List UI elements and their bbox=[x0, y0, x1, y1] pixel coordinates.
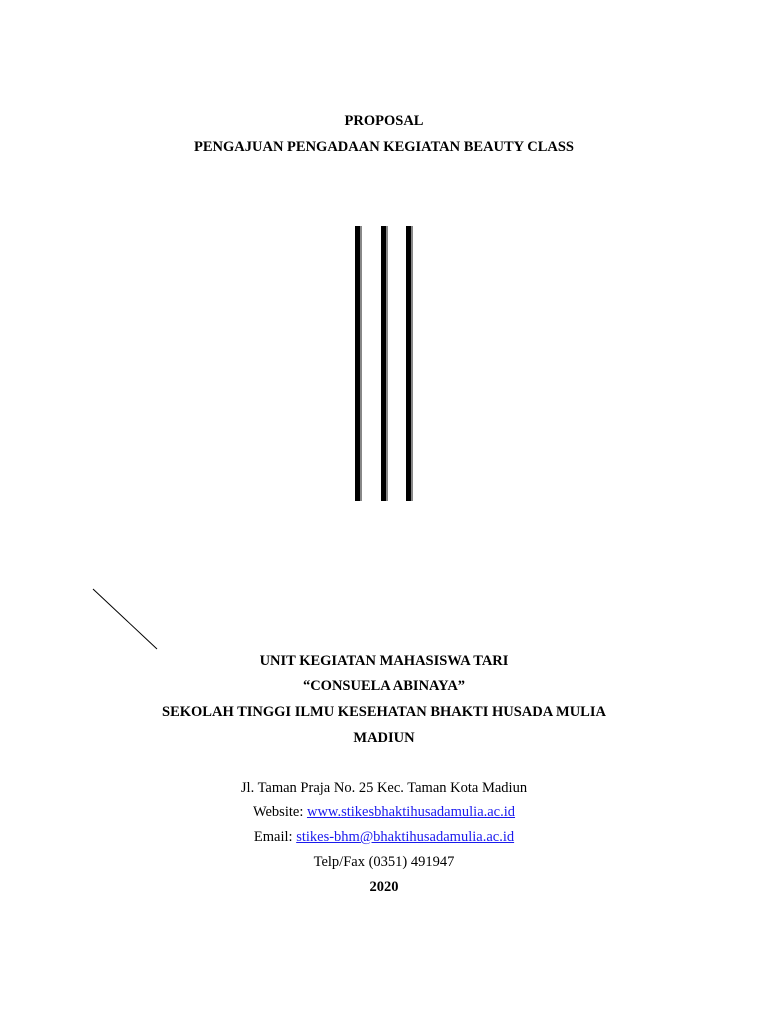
city-name: MADIUN bbox=[353, 730, 415, 746]
proposal-heading: PROPOSAL bbox=[344, 113, 424, 129]
website-link[interactable]: www.stikesbhaktihusadamulia.ac.id bbox=[306, 804, 516, 820]
proposal-subtitle: PENGAJUAN PENGADAAN KEGIATAN BEAUTY CLASS bbox=[194, 139, 574, 155]
phone: Telp/Fax (0351) 491947 bbox=[313, 854, 455, 870]
address: Jl. Taman Praja No. 25 Kec. Taman Kota Madiun bbox=[240, 780, 528, 796]
website-line bbox=[0, 803, 768, 821]
website-label: Website: bbox=[252, 804, 307, 820]
school-name: SEKOLAH TINGGI ILMU KESEHATAN BHAKTI HUSADA MULIA bbox=[162, 704, 606, 720]
organization-name: “CONSUELA ABINAYA” bbox=[302, 678, 466, 694]
unit-name: UNIT KEGIATAN MAHASISWA TARI bbox=[259, 653, 509, 669]
email-label: Email: bbox=[253, 829, 297, 845]
year: 2020 bbox=[369, 879, 399, 895]
email-line bbox=[0, 828, 768, 846]
email-link[interactable]: stikes-bhm@bhaktihusadamulia.ac.id bbox=[296, 829, 515, 845]
